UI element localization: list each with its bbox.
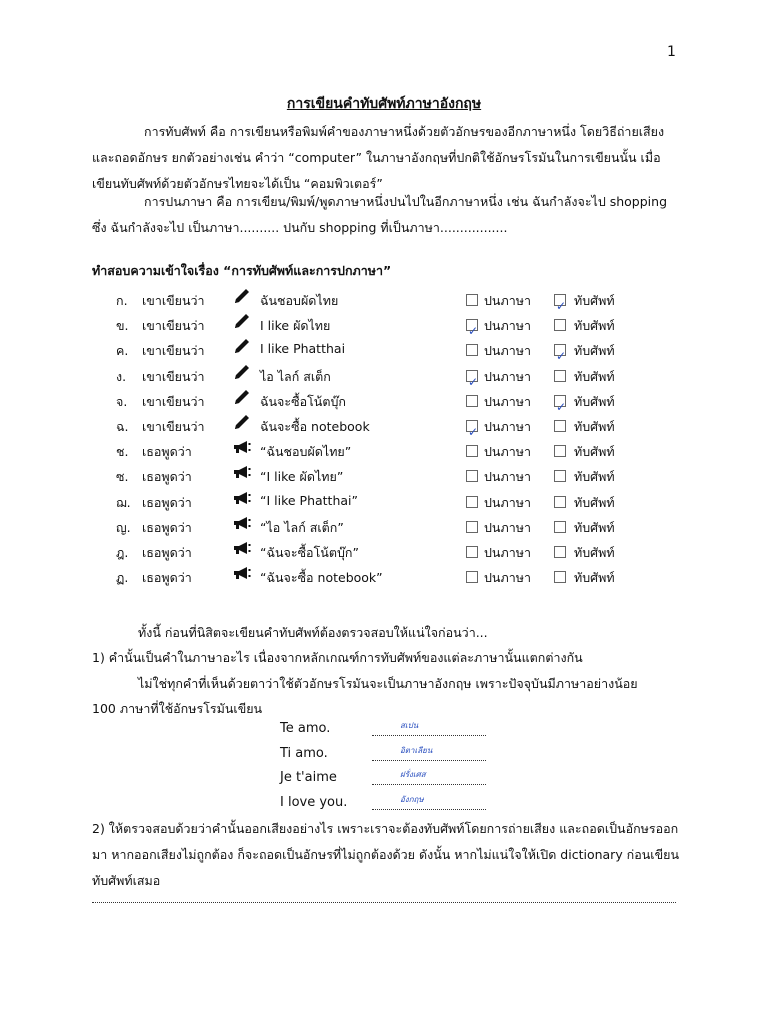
point-1-detail: ไม่ใช่ทุกคำที่เห็นด้วยตาว่าใช้ตัวอักษรโรมันจะเป็นภาษาอังกฤษ เพราะปัจจุบันมีภาษาอย่างน้อย [138, 676, 638, 691]
translit-label: ทับศัพท์ [574, 469, 615, 485]
translit-checkbox[interactable] [554, 546, 566, 558]
quiz-sentence: ฉันจะซื้อโน้ตบุ๊ก [260, 393, 346, 409]
page-title: การเขียนคำทับศัพท์ภาษาอังกฤษ [286, 96, 482, 112]
translit-label: ทับศัพท์ [574, 343, 615, 359]
mixed-checkbox[interactable] [466, 395, 478, 407]
mixed-checkbox[interactable] [466, 420, 479, 439]
mixed-label: ปนภาษา [484, 393, 531, 409]
quiz-subject: เธอพูดว่า [142, 545, 192, 560]
handwritten-answer: สเปน [400, 721, 419, 730]
quiz-row [116, 363, 636, 387]
quiz-row [116, 514, 636, 538]
quiz-letter: ก. [116, 293, 128, 308]
mixed-label: ปนภาษา [484, 419, 531, 434]
quiz-subject: เธอพูดว่า [142, 494, 192, 510]
mixed-checkbox[interactable] [466, 571, 478, 583]
paragraph-transliteration: การทับศัพท์ คือ การเขียนหรือพิมพ์คำของภาษาหนึ่งด้วยตัวอักษรของอีกภาษาหนึ่ง โดยวิธีถ่ายเสียงและถอดอักษร ยกตัวอย่างเช่น คำว่า “computer” ในภาษาอังกฤษที่ปกติใช้อักษรโรมันในการเขียนนั้น เมื่อเขียนทับศัพท์ด้วยตัวอักษรไทยจะได้เป็น “คอมพิวเตอร์” [92, 124, 665, 191]
answer-line [92, 902, 676, 903]
quiz-letter: ฉ. [116, 419, 129, 434]
mixed-label: ปนภาษา [484, 318, 531, 334]
quiz-letter: ฎ. [116, 545, 129, 560]
quiz-letter: ค. [116, 343, 129, 359]
note-intro: ทั้งนี้ ก่อนที่นิสิตจะเขียนคำทับศัพท์ต้องตรวจสอบให้แน่ใจก่อนว่า... [138, 625, 488, 640]
handwritten-answer: อิตาเลียน [400, 745, 433, 755]
handwritten-answer: อังกฤษ [400, 794, 424, 804]
page-number: 1 [667, 44, 676, 60]
quiz-letter: ข. [116, 318, 129, 334]
translit-checkbox[interactable] [554, 319, 566, 331]
quiz-letter: จ. [116, 393, 128, 409]
check-icon: ✓ [556, 299, 567, 313]
translit-label: ทับศัพท์ [574, 393, 615, 409]
phrase-text: Ti amo. [280, 745, 328, 761]
mixed-label: ปนภาษา [484, 293, 531, 308]
quiz-subject: เขาเขียนว่า [142, 343, 205, 359]
quiz-letter: ญ. [116, 519, 131, 535]
quiz-subject: เขาเขียนว่า [142, 368, 205, 384]
mixed-checkbox[interactable] [466, 496, 478, 508]
mixed-label: ปนภาษา [484, 444, 531, 460]
answer-blank[interactable] [372, 772, 486, 785]
quiz-sentence: “ฉันจะซื้อโน้ตบุ๊ก” [260, 545, 359, 560]
pencil-icon [232, 363, 254, 383]
quiz-subject: เขาเขียนว่า [142, 318, 205, 334]
phrase-text: Te amo. [280, 721, 331, 736]
mixed-checkbox[interactable] [466, 521, 478, 533]
check-icon: ✓ [556, 399, 567, 414]
translit-label: ทับศัพท์ [574, 293, 615, 308]
mixed-label: ปนภาษา [484, 368, 531, 384]
translit-label: ทับศัพท์ [574, 494, 615, 510]
quiz-row [116, 413, 636, 437]
quiz-sentence: ฉันจะซื้อ notebook [260, 419, 370, 434]
translit-checkbox[interactable] [554, 395, 567, 414]
quiz-row [116, 564, 636, 588]
quiz-letter: ฏ. [116, 570, 129, 586]
quiz-subject: เธอพูดว่า [142, 519, 192, 535]
translit-label: ทับศัพท์ [574, 545, 615, 560]
check-icon: ✓ [468, 374, 479, 389]
quiz-sentence: I like ผัดไทย [260, 318, 331, 334]
megaphone-icon [232, 489, 254, 509]
pencil-icon [232, 413, 254, 433]
answer-blank[interactable] [372, 745, 486, 761]
pencil-icon [232, 287, 254, 307]
quiz-sentence: “I like Phatthai” [260, 492, 358, 508]
translit-label: ทับศัพท์ [574, 519, 615, 535]
paragraph-code-mixing: การปนภาษา คือ การเขียน/พิมพ์/พูดภาษาหนึ่งปนไปในอีกภาษาหนึ่ง เช่น ฉันกำลังจะไป shopping ซึ่ง ฉันกำลังจะไป เป็นภาษา.......... ปนกับ shopping ที่เป็นภาษา................. [92, 194, 668, 235]
quiz-title: ทำสอบความเข้าใจเรื่อง “การทับศัพท์และการปกภาษา” [92, 263, 392, 278]
quiz-sentence: I like Phatthai [260, 341, 346, 357]
quiz-letter: ซ. [116, 469, 129, 485]
megaphone-icon [232, 463, 254, 483]
mixed-checkbox[interactable] [466, 445, 478, 457]
megaphone-icon [232, 539, 254, 559]
quiz-row [116, 463, 636, 487]
quiz-row [116, 388, 636, 412]
quiz-sentence: “I like ผัดไทย” [260, 469, 344, 485]
pencil-icon [232, 388, 254, 408]
translit-checkbox[interactable] [554, 344, 567, 364]
megaphone-icon [232, 564, 254, 584]
quiz-subject: เขาเขียนว่า [142, 419, 205, 434]
translit-checkbox[interactable] [554, 521, 566, 533]
translit-checkbox[interactable] [554, 496, 566, 508]
quiz-subject: เขาเขียนว่า [142, 393, 205, 409]
translit-label: ทับศัพท์ [574, 444, 615, 460]
megaphone-icon [232, 514, 254, 534]
check-icon: ✓ [468, 324, 479, 339]
quiz-letter: ฌ. [116, 494, 131, 510]
answer-blank[interactable] [372, 794, 486, 810]
translit-checkbox[interactable] [554, 370, 566, 382]
quiz-sentence: “ไอ ไลก์ สเต็ก” [260, 519, 344, 535]
quiz-row [116, 337, 636, 364]
quiz-row [116, 312, 636, 339]
handwritten-answer: ฝรั่งเศส [400, 770, 426, 779]
quiz-row [116, 539, 636, 563]
point-2: 2) ให้ตรวจสอบด้วยว่าคำนั้นออกเสียงอย่างไร เพราะเราจะต้องทับศัพท์โดยการถ่ายเสียง และถอดเป็นอักษรออกมา หากออกเสียงไม่ถูกต้อง ก็จะถอดเป็นอักษรที่ไม่ถูกต้องด้วย ดังนั้น หากไม่แน่ใจให้เปิด dictionary ก่อนเขียนทับศัพท์เสมอ [92, 821, 679, 888]
point-1-detail-2: 100 ภาษาที่ใช้อักษรโรมันเขียน [92, 701, 263, 716]
phrase-text: I love you. [280, 794, 348, 810]
mixed-label: ปนภาษา [484, 343, 531, 359]
answer-blank[interactable] [372, 723, 486, 736]
megaphone-icon [232, 438, 254, 458]
translit-checkbox[interactable] [554, 445, 566, 457]
quiz-letter: ง. [116, 368, 127, 384]
quiz-sentence: ไอ ไลก์ สเต็ก [260, 368, 331, 384]
quiz-subject: เธอพูดว่า [142, 570, 192, 586]
quiz-subject: เขาเขียนว่า [142, 293, 205, 308]
mixed-checkbox[interactable] [466, 546, 478, 558]
quiz-row [116, 438, 636, 462]
pencil-icon [232, 312, 254, 332]
phrase-row [280, 744, 580, 766]
mixed-checkbox[interactable] [466, 344, 478, 356]
translit-label: ทับศัพท์ [574, 318, 615, 334]
mixed-label: ปนภาษา [484, 570, 531, 586]
translit-checkbox[interactable] [554, 294, 567, 313]
mixed-label: ปนภาษา [484, 494, 531, 510]
quiz-subject: เธอพูดว่า [142, 444, 192, 460]
phrase-row [280, 768, 580, 790]
phrase-row [280, 719, 580, 741]
quiz-row [116, 287, 636, 311]
mixed-checkbox[interactable] [466, 319, 479, 339]
quiz-row [116, 489, 636, 513]
point-1: 1) คำนั้นเป็นคำในภาษาอะไร เนื่องจากหลักเกณฑ์การทับศัพท์ของแต่ละภาษานั้นแตกต่างกัน [92, 650, 583, 665]
translit-checkbox[interactable] [554, 470, 566, 482]
mixed-checkbox[interactable] [466, 470, 478, 482]
mixed-label: ปนภาษา [484, 519, 531, 535]
quiz-letter: ช. [116, 444, 129, 460]
check-icon: ✓ [556, 349, 567, 364]
mixed-checkbox[interactable] [466, 370, 479, 389]
translit-checkbox[interactable] [554, 571, 566, 583]
quiz-sentence: ฉันชอบผัดไทย [260, 293, 339, 308]
phrase-row [280, 793, 580, 815]
translit-checkbox[interactable] [554, 420, 566, 432]
pencil-icon [232, 337, 254, 357]
quiz-subject: เธอพูดว่า [142, 469, 192, 485]
translit-label: ทับศัพท์ [574, 368, 615, 384]
mixed-label: ปนภาษา [484, 545, 531, 560]
check-icon: ✓ [468, 425, 479, 439]
phrase-text: Je t'aime [280, 770, 337, 785]
translit-label: ทับศัพท์ [574, 419, 615, 434]
quiz-sentence: “ฉันจะซื้อ notebook” [260, 570, 383, 586]
mixed-label: ปนภาษา [484, 469, 531, 485]
quiz-sentence: “ฉันชอบผัดไทย” [260, 444, 352, 460]
translit-label: ทับศัพท์ [574, 570, 615, 586]
mixed-checkbox[interactable] [466, 294, 478, 306]
